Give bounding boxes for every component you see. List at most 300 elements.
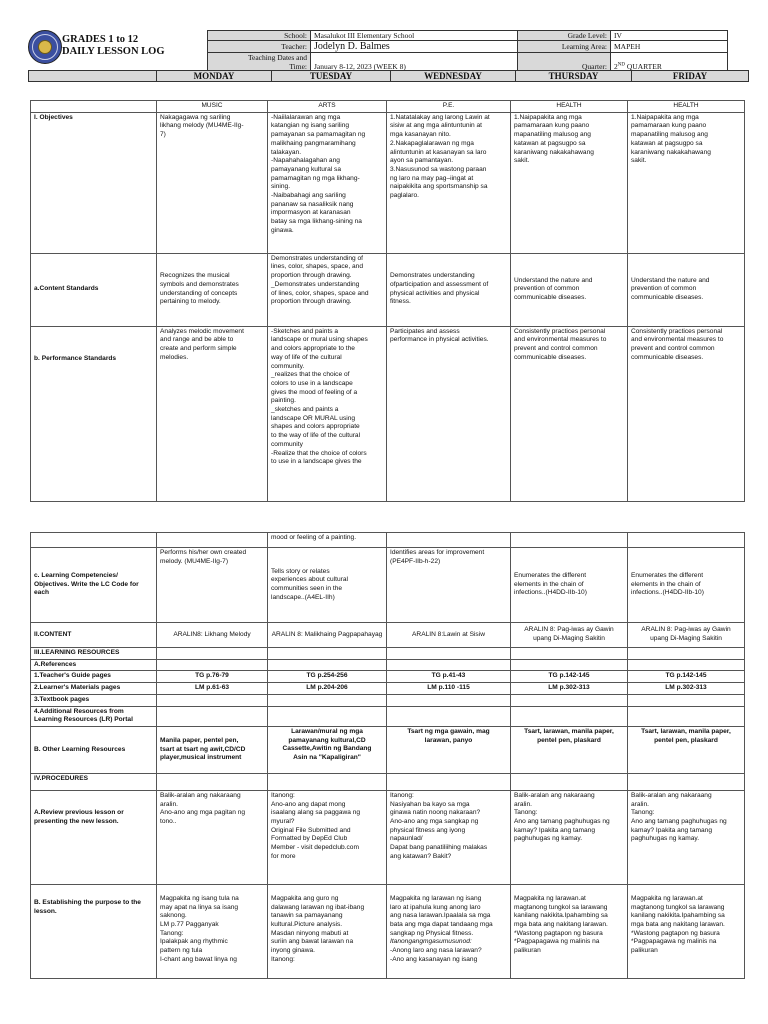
- text-line: each: [34, 589, 50, 597]
- text-line: tanawin sa pamayanang: [271, 912, 343, 920]
- text-line: Tanong:: [514, 809, 538, 817]
- purpose-pe-tail: [390, 947, 507, 964]
- text-line: 3.Nasusunod sa wastong paraan: [390, 165, 487, 173]
- school-value: Masalukot III Elementary School: [311, 31, 518, 41]
- quarter-word: QUARTER: [624, 62, 662, 71]
- text-line: 1.Natatalakay ang larong Lawin at: [390, 113, 490, 121]
- text-line: ginawa.: [271, 226, 294, 234]
- learning-area-label: Learning Area:: [518, 41, 611, 53]
- text-line: prevent and control common: [631, 345, 715, 353]
- text-line: Consistently practices personal: [631, 327, 723, 335]
- text-line: Balik-aralan ang nakaraang: [514, 791, 595, 799]
- content-standards-health-thu: [511, 253, 628, 326]
- objectives-music: [157, 112, 268, 253]
- content-standards-label: a.Content Standards: [31, 253, 157, 326]
- text-line: Tanong:: [631, 809, 655, 817]
- text-line: ginawa natin noong nakaraan?: [390, 809, 481, 817]
- text-line: Tsart, larawan, manila paper,: [524, 727, 614, 735]
- dates-label: [208, 53, 311, 72]
- text-line: community: [271, 440, 303, 448]
- text-line: ang nasa larawan.Ipaalala sa mga: [390, 912, 491, 920]
- text-line: likhang melody (MU4ME-IIg-: [160, 122, 244, 130]
- other-resources-row: [31, 726, 745, 773]
- quarter-value: [611, 53, 728, 72]
- text-line: Learning Resources (LR) Portal: [34, 716, 133, 724]
- performance-standards-row: [31, 326, 745, 501]
- info-table: [207, 30, 728, 72]
- objectives-row: [31, 112, 745, 253]
- text-line: physical activities and physical: [390, 289, 480, 297]
- other-resources-music: [157, 726, 268, 773]
- text-line: sining.: [271, 183, 291, 191]
- text-line: communicable diseases.: [514, 294, 587, 302]
- text-line: Manila paper, pentel pen,: [160, 736, 239, 744]
- title-line-1: GRADES 1 to 12: [62, 34, 139, 45]
- other-resources-label: B. Other Learning Resources: [31, 726, 157, 773]
- review-row: [31, 790, 745, 884]
- text-line: ofparticipation and assessment of: [390, 281, 489, 288]
- content-music: ARALIN8: Likhang Melody: [157, 623, 268, 648]
- text-line: Balik-aralan ang nakaraang: [631, 791, 712, 799]
- resources-label: III.LEARNING RESOURCES: [31, 648, 157, 660]
- text-line: Tells story or relates: [271, 567, 330, 575]
- text-line: prevent and control common: [514, 345, 598, 353]
- text-line: 7): [160, 131, 166, 139]
- text-line: paghuhugas ng kamay.: [631, 835, 700, 843]
- lm-label: 2.Learner's Materials pages: [31, 683, 157, 695]
- text-line: Enumerates the different: [631, 571, 704, 579]
- text-line: naipakikita ang sportsmanship sa: [390, 183, 488, 191]
- subject-music: MUSIC: [157, 101, 268, 113]
- text-line: pattern ng tula: [160, 947, 203, 955]
- other-resources-pe: [387, 726, 511, 773]
- text-line: sangkap ng Physical fitness.: [390, 929, 474, 937]
- text-line: Identifies areas for improvement: [390, 549, 485, 556]
- day-header-row: [28, 70, 749, 82]
- text-line: elements in the chain of: [514, 580, 584, 588]
- objectives-pe: [387, 112, 511, 253]
- quarter-suffix: ND: [617, 62, 625, 68]
- text-line: Nakagagawa ng sariling: [160, 113, 231, 121]
- continuation-row: [31, 533, 745, 548]
- competencies-arts: [268, 548, 387, 623]
- text-line: sakit.: [514, 157, 530, 165]
- text-line: pamayanan sa pamamagitan ng: [271, 131, 366, 139]
- day-tuesday: TUESDAY: [272, 71, 391, 82]
- performance-standards-label: b. Performance Standards: [31, 326, 157, 501]
- purpose-row: [31, 884, 745, 978]
- text-line: presenting the new lesson.: [34, 817, 119, 825]
- review-health-thu: [511, 790, 628, 884]
- text-line: mapanatiling malusog ang: [631, 131, 708, 139]
- text-line: paglalaro.: [390, 192, 419, 200]
- teacher-label: Teacher:: [208, 41, 311, 53]
- subject-health-fri: HEALTH: [628, 101, 745, 113]
- text-line: kamay? Ipakita ang tamang: [631, 826, 713, 834]
- review-health-fri: [628, 790, 745, 884]
- text-line: Ano-ano ang mga sangkap ng: [390, 818, 479, 826]
- tg-health-thu: TG p.142-145: [511, 671, 628, 683]
- text-line: Ano ang tamang paghuhugas ng: [514, 818, 610, 826]
- text-line: physical fitness ang iyong: [390, 826, 466, 834]
- additional-resources-label: [31, 706, 157, 726]
- learning-area-value: MAPEH: [611, 41, 728, 53]
- grade-level-label: Grade Level:: [518, 31, 611, 41]
- text-line: pananaw sa nasaliksik nang: [271, 200, 354, 208]
- purpose-health-thu: [511, 884, 628, 978]
- text-line: landscape..(A4EL-IIh): [271, 593, 335, 601]
- review-music: [157, 790, 268, 884]
- lm-health-thu: LM p.302-313: [511, 683, 628, 695]
- text-line: -Sketches and paints a: [271, 327, 339, 335]
- school-label: School:: [208, 31, 311, 41]
- references-label: A.References: [31, 659, 157, 671]
- tg-pe: TG p.41-43: [387, 671, 511, 683]
- text-line: and range and be able to: [160, 336, 234, 344]
- performance-standards-health-fri: [628, 326, 745, 501]
- purpose-pe-italic: Itanongangmgasumusunod:: [390, 938, 472, 946]
- content-health-thu: [511, 623, 628, 648]
- grade-level-value: IV: [611, 31, 728, 41]
- day-blank-cell: [29, 71, 157, 82]
- text-line: aralin.: [514, 800, 532, 808]
- text-line: infections..(H4DD-IIb-10): [631, 589, 704, 597]
- text-line: sakit.: [631, 157, 647, 165]
- text-line: Original File Submitted and: [271, 826, 351, 834]
- other-resources-health-thu: [511, 726, 628, 773]
- text-line: Tsart, larawan, manila paper,: [641, 727, 731, 735]
- lm-pe: LM p.110 -115: [387, 683, 511, 695]
- references-row: [31, 659, 745, 671]
- text-line: magtanong tungkol sa larawang: [514, 903, 608, 911]
- text-line: kanilang nakikita.Ipahambing sa: [631, 912, 725, 920]
- text-line: shapes and colors appropriate: [271, 423, 360, 431]
- text-line: proportion through drawing.: [271, 298, 352, 306]
- subject-row: [31, 101, 745, 113]
- text-line: Ano ang tamang paghuhugas ng: [631, 818, 727, 826]
- text-line: create and perform simple: [160, 345, 237, 353]
- text-line: Demonstrates understanding of: [271, 254, 364, 262]
- text-line: *Pagpapagawa ng malinis na: [631, 938, 717, 946]
- text-line: laro at ipahula kung anong laro: [390, 903, 481, 911]
- competencies-music: [157, 548, 268, 623]
- performance-standards-pe: [387, 326, 511, 501]
- text-line: Itanong:: [271, 791, 295, 799]
- text-line: Performs his/her own created: [160, 549, 247, 556]
- text-line: experiences about cultural: [271, 576, 348, 584]
- text-line: upang Di-Maging Sakitin: [533, 635, 605, 642]
- text-line: dalawang larawan ng ibat-ibang: [271, 903, 365, 911]
- text-line: Demonstrates understanding: [390, 272, 475, 280]
- text-line: way of life of the cultural: [271, 353, 342, 361]
- text-line: A.Review previous lesson or: [34, 808, 124, 816]
- text-line: B. Establishing the purpose to the: [34, 898, 141, 906]
- text-line: 4.Additional Resources from: [34, 707, 124, 715]
- text-line: lines, color, shapes, space, and: [271, 263, 364, 271]
- text-line: Magpakita ang guro ng: [271, 894, 339, 902]
- text-line: melodies.: [160, 353, 189, 361]
- subject-health-thu: HEALTH: [511, 101, 628, 113]
- text-line: *Wastong pagtapon ng basura: [631, 929, 720, 937]
- text-line: alintuntunin at kasanayan sa laro: [390, 148, 487, 156]
- day-friday: FRIDAY: [632, 71, 749, 82]
- text-line: *Wastong pagtapon ng basura: [514, 929, 603, 937]
- text-line: c. Learning Competencies/: [34, 571, 118, 579]
- text-line: may apat na linya sa isang: [160, 903, 239, 911]
- text-line: Understand the nature and: [631, 276, 710, 284]
- text-line: _sketches and paints a: [271, 406, 339, 414]
- content-arts: ARALIN 8: Malikhaing Pagpapahayag: [268, 623, 387, 648]
- competencies-label: [31, 548, 157, 623]
- text-line: katawan at pagsugpo sa: [631, 139, 703, 147]
- text-line: Nasiyahan ba kayo sa mga: [390, 800, 470, 808]
- text-line: mga kasanayan nito.: [390, 131, 451, 139]
- teacher-value: Jodelyn D. Balmes: [311, 41, 518, 53]
- purpose-music: [157, 884, 268, 978]
- text-line: Magpakita ng larawan.at: [631, 894, 703, 902]
- text-line: saknong.: [160, 912, 187, 920]
- day-thursday: THURSDAY: [516, 71, 632, 82]
- text-line: pamayanang kultural,CD: [288, 736, 366, 744]
- subject-arts: ARTS: [268, 101, 387, 113]
- purpose-arts: [268, 884, 387, 978]
- text-line: to the way of life of the cultural: [271, 432, 361, 440]
- day-monday: MONDAY: [157, 71, 272, 82]
- text-line: Larawan/mural ng mga: [291, 727, 363, 735]
- objectives-health-fri: [628, 112, 745, 253]
- text-line: ARALIN 8: Pag-iwas ay Gawin: [641, 626, 731, 634]
- text-line: communities seen in the: [271, 585, 343, 592]
- text-line: pamamagitan ng mga likhang-: [271, 174, 360, 182]
- review-arts: [268, 790, 387, 884]
- text-line: prevention of common: [514, 285, 580, 293]
- text-line: magtanong tungkol sa larawang: [631, 903, 725, 911]
- text-line: Tsart ng mga gawain, mag: [407, 727, 490, 735]
- text-line: Dapat bang panatiliihing malakas: [390, 844, 488, 852]
- text-line: Consistently practices personal: [514, 327, 606, 335]
- text-line: ng laro na may pag–iingat at: [390, 174, 474, 182]
- competencies-health-fri: [628, 548, 745, 623]
- text-line: 2.Nakapaglalarawan ng mga: [390, 139, 474, 147]
- text-line: mga bata ang nakitang larawan.: [514, 921, 608, 929]
- lesson-table-part-2: [30, 532, 745, 979]
- text-line: karaniwang nakakahawang: [514, 148, 594, 156]
- text-line: to use in a landscape gives the: [271, 458, 362, 466]
- text-line: infections..(H4DD-IIb-10): [514, 589, 587, 597]
- text-line: pentel pen, plaskard: [537, 736, 601, 744]
- text-line: Balik-aralan ang nakaraang: [160, 791, 241, 799]
- text-line: landscape or mural using shapes: [271, 336, 368, 344]
- text-line: Magpakita ng larawan ng isang: [390, 894, 482, 902]
- text-line: symbols and demonstrates: [160, 281, 239, 288]
- lesson-table-part-1: [30, 100, 745, 502]
- lm-health-fri: LM p.302-313: [628, 683, 745, 695]
- text-line: *Pagpapagawa ng malinis na: [514, 938, 600, 946]
- text-line: communicable diseases.: [631, 294, 704, 302]
- tg-health-fri: TG p.142-145: [628, 671, 745, 683]
- performance-standards-music: [157, 326, 268, 501]
- text-line: inyong ginawa.: [271, 947, 315, 955]
- performance-standards-arts: [268, 326, 387, 501]
- text-line: -Naibabahagi ang sariling: [271, 192, 346, 200]
- text-line: aralin.: [160, 800, 178, 808]
- competencies-health-thu: [511, 548, 628, 623]
- text-line: fitness.: [390, 298, 411, 306]
- objectives-arts: [268, 112, 387, 253]
- text-line: katawan at pagsugpo sa: [514, 139, 586, 147]
- performance-standards-health-thu: [511, 326, 628, 501]
- subject-pe: P.E.: [387, 101, 511, 113]
- text-line: of lines, color, shapes, space and: [271, 289, 369, 297]
- text-line: 1.Naipapakita ang mga: [514, 113, 582, 121]
- text-line: Ipalakpak ang rhythmic: [160, 938, 228, 946]
- title-line-2: DAILY LESSON LOG: [62, 46, 165, 57]
- text-line: understanding of concepts: [160, 289, 238, 297]
- tg-arts: TG p.254-256: [268, 671, 387, 683]
- content-standards-row: [31, 253, 745, 326]
- dates-value: January 8-12, 2023 (WEEK 8): [311, 53, 518, 72]
- text-line: Analyzes melodic movement: [160, 327, 244, 335]
- text-line: Asin na "Kapaligiran": [293, 754, 361, 762]
- text-line: tsart at tsart ng awit,CD/CD: [160, 745, 246, 753]
- text-line: larawan, panyo: [424, 736, 473, 744]
- text-line: talakayan.: [271, 148, 302, 156]
- header: [28, 28, 744, 94]
- purpose-pe: [387, 884, 511, 978]
- text-line: upang Di-Maging Sakitin: [650, 635, 722, 642]
- text-line: Member - visit depedclub.com: [271, 844, 359, 852]
- text-line: -Anong laro ang nasa larawan?: [390, 947, 482, 955]
- text-line: prevention of common: [631, 285, 697, 293]
- purpose-pe-main: [390, 895, 507, 939]
- text-line: Cassette,Awitin ng Bandang: [282, 745, 372, 753]
- tg-label: 1.Teacher's Guide pages: [31, 671, 157, 683]
- quarter-number: 2: [614, 62, 618, 71]
- text-line: _realizes that the choice of: [271, 371, 350, 379]
- other-resources-health-fri: [628, 726, 745, 773]
- text-line: malikhaing pangmaramihang: [271, 139, 356, 147]
- text-line: Tanong:: [160, 929, 184, 937]
- text-line: community.: [271, 362, 305, 370]
- lm-arts: LM p.204-206: [268, 683, 387, 695]
- text-line: karaniwang nakakahawang: [631, 148, 711, 156]
- text-line: 1.Naipapakita ang mga: [631, 113, 699, 121]
- procedures-label: IV.PROCEDURES: [31, 773, 157, 790]
- text-line: lesson.: [34, 907, 57, 915]
- text-line: ang katawan? Bakit?: [390, 852, 452, 860]
- text-line: pentel pen, plaskard: [654, 736, 718, 744]
- text-line: katangian ng isang sariling: [271, 122, 350, 130]
- text-line: and environmental measures to: [514, 336, 607, 344]
- content-standards-arts: [268, 253, 387, 326]
- text-line: ARALIN 8: Pag-iwas ay Gawin: [524, 626, 614, 634]
- text-line: pamayanang kultural sa: [271, 165, 342, 173]
- text-line: Ano-ano ang dapat mong: [271, 800, 346, 808]
- dates-label-2: Time:: [289, 62, 307, 71]
- text-line: kultural.Picture analysis.: [271, 921, 343, 929]
- text-line: tono..: [160, 818, 177, 826]
- text-line: suriin ang bawat larawan na: [271, 938, 354, 946]
- text-line: aralin.: [631, 800, 649, 808]
- text-line: Magpakita ng isang tula na: [160, 894, 239, 902]
- text-line: (PE4PF-IIb-h-22): [390, 557, 441, 565]
- objectives-label: I. Objectives: [31, 112, 157, 253]
- text-line: impormasyon at karanasan: [271, 209, 351, 217]
- deped-seal-icon: [28, 30, 62, 64]
- resources-heading-row: [31, 648, 745, 660]
- text-line: mapanatiling malusog ang: [514, 131, 591, 139]
- text-line: performance in physical activities.: [390, 336, 489, 344]
- text-line: -Ano ang kasanayan ng isang: [390, 955, 478, 963]
- quarter-label: Quarter:: [518, 53, 611, 72]
- lm-row: [31, 683, 745, 695]
- text-line: communicable diseases.: [514, 353, 587, 361]
- purpose-label: [31, 884, 157, 978]
- continuation-arts: mood or feeling of a painting.: [268, 533, 387, 548]
- text-line: pamamaraan kung paano: [514, 122, 590, 130]
- content-label: II.CONTENT: [31, 623, 157, 648]
- content-standards-music: [157, 253, 268, 326]
- content-standards-pe: [387, 253, 511, 326]
- text-line: communicable diseases.: [631, 353, 704, 361]
- text-line: -Naiilalarawan ang mga: [271, 113, 341, 121]
- subject-blank: [31, 101, 157, 113]
- purpose-health-fri: [628, 884, 745, 978]
- text-line: colors to use in a landscape: [271, 379, 353, 387]
- lm-music: LM p.61-63: [157, 683, 268, 695]
- other-resources-arts: [268, 726, 387, 773]
- text-line: pamamaraan kung paano: [631, 122, 707, 130]
- text-line: painting.: [271, 397, 296, 405]
- text-line: _Demonstrates understanding: [271, 280, 360, 288]
- text-line: palikuran: [514, 947, 541, 955]
- text-line: batay sa mga likhang-sining na: [271, 218, 362, 226]
- content-row: [31, 623, 745, 648]
- text-line: and colors appropriate to the: [271, 345, 355, 353]
- text-line: melody. (MU4ME-IIg-7): [160, 557, 229, 565]
- competencies-row: [31, 548, 745, 623]
- additional-resources-row: [31, 706, 745, 726]
- text-line: Magpakita ng larawan.at: [514, 894, 586, 902]
- text-line: isaalang alang sa paggawa ng: [271, 809, 361, 817]
- text-line: Objectives. Write the LC Code for: [34, 580, 139, 588]
- text-line: Formatted by DepEd Club: [271, 835, 348, 843]
- content-pe: ARALIN 8:Lawin at Sisiw: [387, 623, 511, 648]
- document-title: [62, 34, 165, 58]
- text-line: and environmental measures to: [631, 336, 724, 344]
- text-line: napaunlad/: [390, 835, 423, 843]
- text-line: mga bata ang nakitang larawan.: [631, 921, 725, 929]
- text-line: bata ang mga dapat tandaang mga: [390, 921, 493, 929]
- text-line: Enumerates the different: [514, 571, 587, 579]
- text-line: sisiw at ang mga alintuntunin at: [390, 122, 483, 130]
- text-line: kamay? Ipakita ang tamang: [514, 826, 596, 834]
- text-line: Itanong:: [271, 955, 295, 963]
- text-line: Understand the nature and: [514, 276, 593, 284]
- textbook-row: [31, 694, 745, 706]
- dates-label-1: Teaching Dates and: [247, 53, 307, 62]
- text-line: myural?: [271, 818, 295, 826]
- content-standards-health-fri: [628, 253, 745, 326]
- text-line: kanilang nakikita.Ipahambing sa: [514, 912, 608, 920]
- text-line: ayon sa pamantayan.: [390, 157, 454, 165]
- text-line: palikuran: [631, 947, 658, 955]
- review-label: [31, 790, 157, 884]
- procedures-heading-row: [31, 773, 745, 790]
- day-wednesday: WEDNESDAY: [391, 71, 516, 82]
- review-pe: [387, 790, 511, 884]
- text-line: paghuhugas ng kamay.: [514, 835, 583, 843]
